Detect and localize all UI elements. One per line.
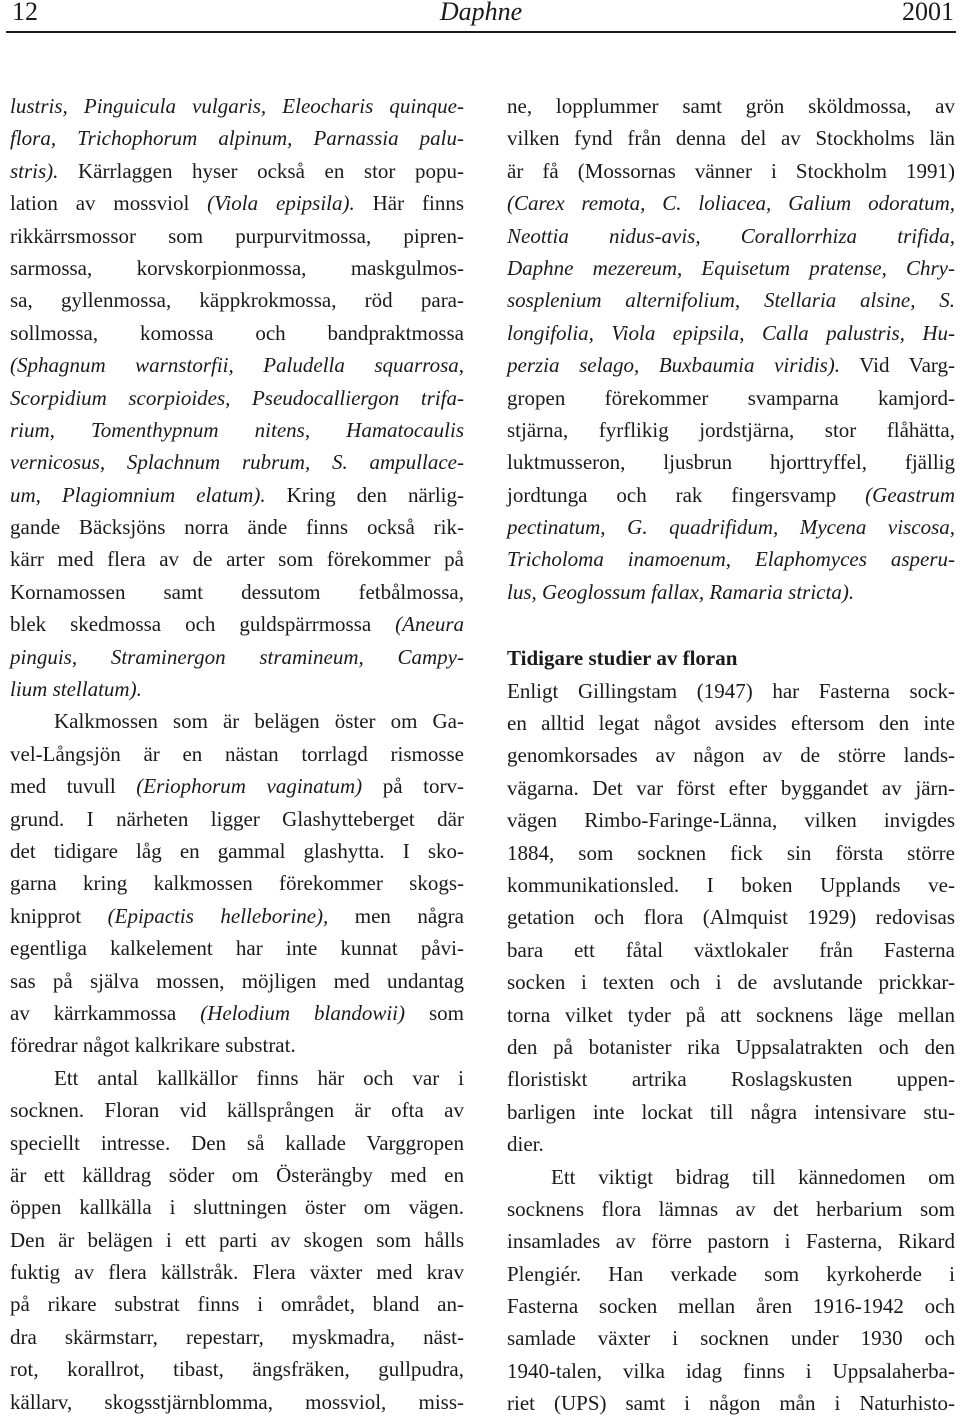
text-line: blek skedmossa och guldspärrmossa (Aneura [10, 612, 464, 637]
text-line: av kärrkammossa (Helodium blandowii) som [10, 1000, 464, 1025]
text-line: pinguis, Straminergon stramineum, Campy- [10, 644, 464, 669]
text-line: samlade växter i socknen under 1930 och [507, 1326, 955, 1351]
text-line: Plengiér. Han verkade som kyrkoherde i [507, 1261, 955, 1286]
running-header [6, 0, 956, 30]
text-line: Kalkmossen som är belägen öster om Ga- [54, 709, 464, 734]
text-line: kärr med flera av de arter som förekommer på [10, 547, 464, 572]
page-number: 12 [12, 0, 38, 26]
text-line: Scorpidium scorpioides, Pseudocalliergon trifa- [10, 385, 464, 410]
text-line: dier. [507, 1132, 544, 1157]
text-line: socken i texten och i de avslutande prickkar- [507, 970, 955, 995]
text-line: Kornamossen samt dessutom fetbålmossa, [10, 579, 464, 604]
text-line: perzia selago, Buxbaumia viridis). Vid Varg- [507, 353, 956, 378]
left-column [10, 90, 464, 1418]
text-line: kommunikationsled. I boken Upplands ve- [507, 872, 955, 897]
text-line: grund. I närheten ligger Glashytteberget där [10, 806, 464, 831]
text-line: Ett viktigt bidrag till kännedomen om [551, 1164, 955, 1189]
journal-title: Daphne [439, 0, 523, 26]
header-rule [6, 31, 956, 33]
text-line: um, Plagiomnium elatum). Kring den närlig- [10, 482, 464, 507]
text-line: vägarna. Det var först efter byggandet av järn- [507, 775, 955, 800]
text-line: på rikare substrat finns i området, bland an- [10, 1292, 464, 1317]
text-line: luktmusseron, ljusbrun hjorttryffel, fjällig [507, 450, 955, 475]
text-line: lus, Geoglossum fallax, Ramaria stricta). [507, 579, 855, 604]
text-line: sas på själva mossen, möjligen med undantag [10, 968, 464, 993]
text-line: Ett antal kallkällor finns här och var i [54, 1065, 464, 1090]
text-line: bara ett fåtal växtlokaler från Fasterna [507, 937, 955, 962]
text-line: getation och flora (Almquist 1929) redovisas [507, 905, 955, 930]
section-heading: Tidigare studier av floran [507, 646, 738, 671]
text-line: sa, gyllenmossa, käppkrokmossa, röd para- [10, 288, 464, 313]
text-line: Daphne mezereum, Equisetum pratense, Chry- [507, 255, 955, 280]
text-line: rium, Tomenthypnum nitens, Hamatocaulis [10, 417, 464, 442]
right-column [507, 90, 955, 1420]
text-line: lium stellatum). [10, 677, 142, 702]
text-line: vel-Långsjön är en nästan torrlagd rismosse [10, 741, 464, 766]
text-line: vägen Rimbo-Faringe-Länna, vilken invigdes [507, 808, 955, 833]
text-line: speciellt intresse. Den så kallade Varggropen [10, 1130, 464, 1155]
text-line: Enligt Gillingstam (1947) har Fasterna sock- [507, 678, 955, 703]
text-line: vernicosus, Splachnum rubrum, S. ampullace- [10, 450, 464, 475]
text-line: genomkorsades av någon av de större lands- [507, 743, 955, 768]
text-line: med tuvull (Eriophorum vaginatum) på torv- [10, 774, 464, 799]
text-line: föredrar något kalkrikare substrat. [10, 1033, 296, 1058]
text-line: rikkärrsmossor som purpurvitmossa, pipren- [10, 223, 464, 248]
text-line: källarv, skogsstjärnblomma, mossviol, miss- [10, 1389, 464, 1414]
text-line: stjärna, fyrflikig jordstjärna, stor flåhätta, [507, 417, 955, 442]
text-line: stris). Kärrlaggen hyser också en stor popu- [10, 158, 464, 183]
text-line: rot, korallrot, tibast, ängsfräken, gullpudra, [10, 1357, 464, 1382]
text-line: gropen förekommer svamparna kamjord- [507, 385, 955, 410]
text-line: sollmossa, komossa och bandpraktmossa [10, 320, 464, 345]
text-line: lation av mossviol (Viola epipsila). Här finns [10, 191, 464, 216]
text-line: lustris, Pinguicula vulgaris, Eleocharis quinque- [10, 94, 464, 118]
text-line: egentliga kalkelement har inte kunnat påvi- [10, 936, 464, 961]
text-line: fuktig av flera källstråk. Flera växter med krav [10, 1260, 464, 1285]
text-line: (Sphagnum warnstorfii, Paludella squarrosa, [10, 353, 464, 378]
text-line: flora, Trichophorum alpinum, Parnassia palu- [10, 126, 464, 151]
text-line: socknen. Floran vid källsprången är ofta av [10, 1098, 464, 1123]
text-line: dra skärmstarr, repestarr, myskmadra, näst- [10, 1324, 464, 1349]
text-line: sarmossa, korvskorpionmossa, maskgulmos- [10, 255, 464, 280]
text-line: insamlades av förre pastorn i Fasterna, Rikard [507, 1229, 955, 1254]
text-line: knipprot (Epipactis helleborine), men några [10, 903, 464, 928]
text-line: torna vilket tyder på att socknens läge mellan [507, 1002, 955, 1027]
text-line: longifolia, Viola epipsila, Calla palustris, Hu- [507, 320, 955, 345]
publication-year: 2001 [902, 0, 954, 26]
text-line: floristiskt artrika Roslagskusten uppen- [507, 1067, 955, 1092]
text-line: Den är belägen i ett parti av skogen som hålls [10, 1227, 464, 1252]
text-line: en alltid legat något avsides eftersom den inte [507, 711, 955, 736]
text-line: riet (UPS) samt i någon mån i Naturhisto- [507, 1391, 955, 1416]
text-line: det tidigare låg en gammal glashytta. I sko- [10, 838, 464, 863]
text-line: Neottia nidus-avis, Corallorrhiza trifida, [507, 223, 955, 248]
text-line: gande Bäcksjöns norra ände finns också rik- [10, 515, 464, 540]
text-line: den på botanister rika Uppsalatrakten och den [507, 1034, 955, 1059]
text-line: garna kring kalkmossen förekommer skogs- [10, 871, 464, 896]
text-line: Tricholoma inamoenum, Elaphomyces asperu- [507, 547, 955, 572]
text-line: (Carex remota, C. loliacea, Galium odoratum, [507, 191, 955, 216]
text-line: 1884, som socknen fick sin första större [507, 840, 955, 865]
text-line: vilken fynd från denna del av Stockholms län [507, 126, 955, 151]
text-line: socknens flora lämnas av det herbarium som [507, 1196, 955, 1221]
text-line: barligen inte lockat till några intensivare stu- [507, 1099, 955, 1124]
text-line: jordtunga och rak fingersvamp (Geastrum [507, 482, 955, 507]
text-line: sosplenium alternifolium, Stellaria alsine, S. [507, 288, 955, 313]
text-line: Fasterna socken mellan åren 1916-1942 och [507, 1294, 955, 1319]
text-line: ne, lopplummer samt grön sköldmossa, av [507, 94, 955, 118]
text-line: öppen kallkälla i sluttningen öster om vägen. [10, 1195, 464, 1220]
spacer [507, 608, 955, 642]
text-line: 1940-talen, vilka idag finns i Uppsalaherba- [507, 1358, 955, 1383]
text-line: pectinatum, G. quadrifidum, Mycena viscosa, [507, 515, 955, 540]
text-line: är ett källdrag söder om Österängby med en [10, 1162, 464, 1187]
text-line: är få (Mossornas vänner i Stockholm 1991) [507, 158, 955, 183]
